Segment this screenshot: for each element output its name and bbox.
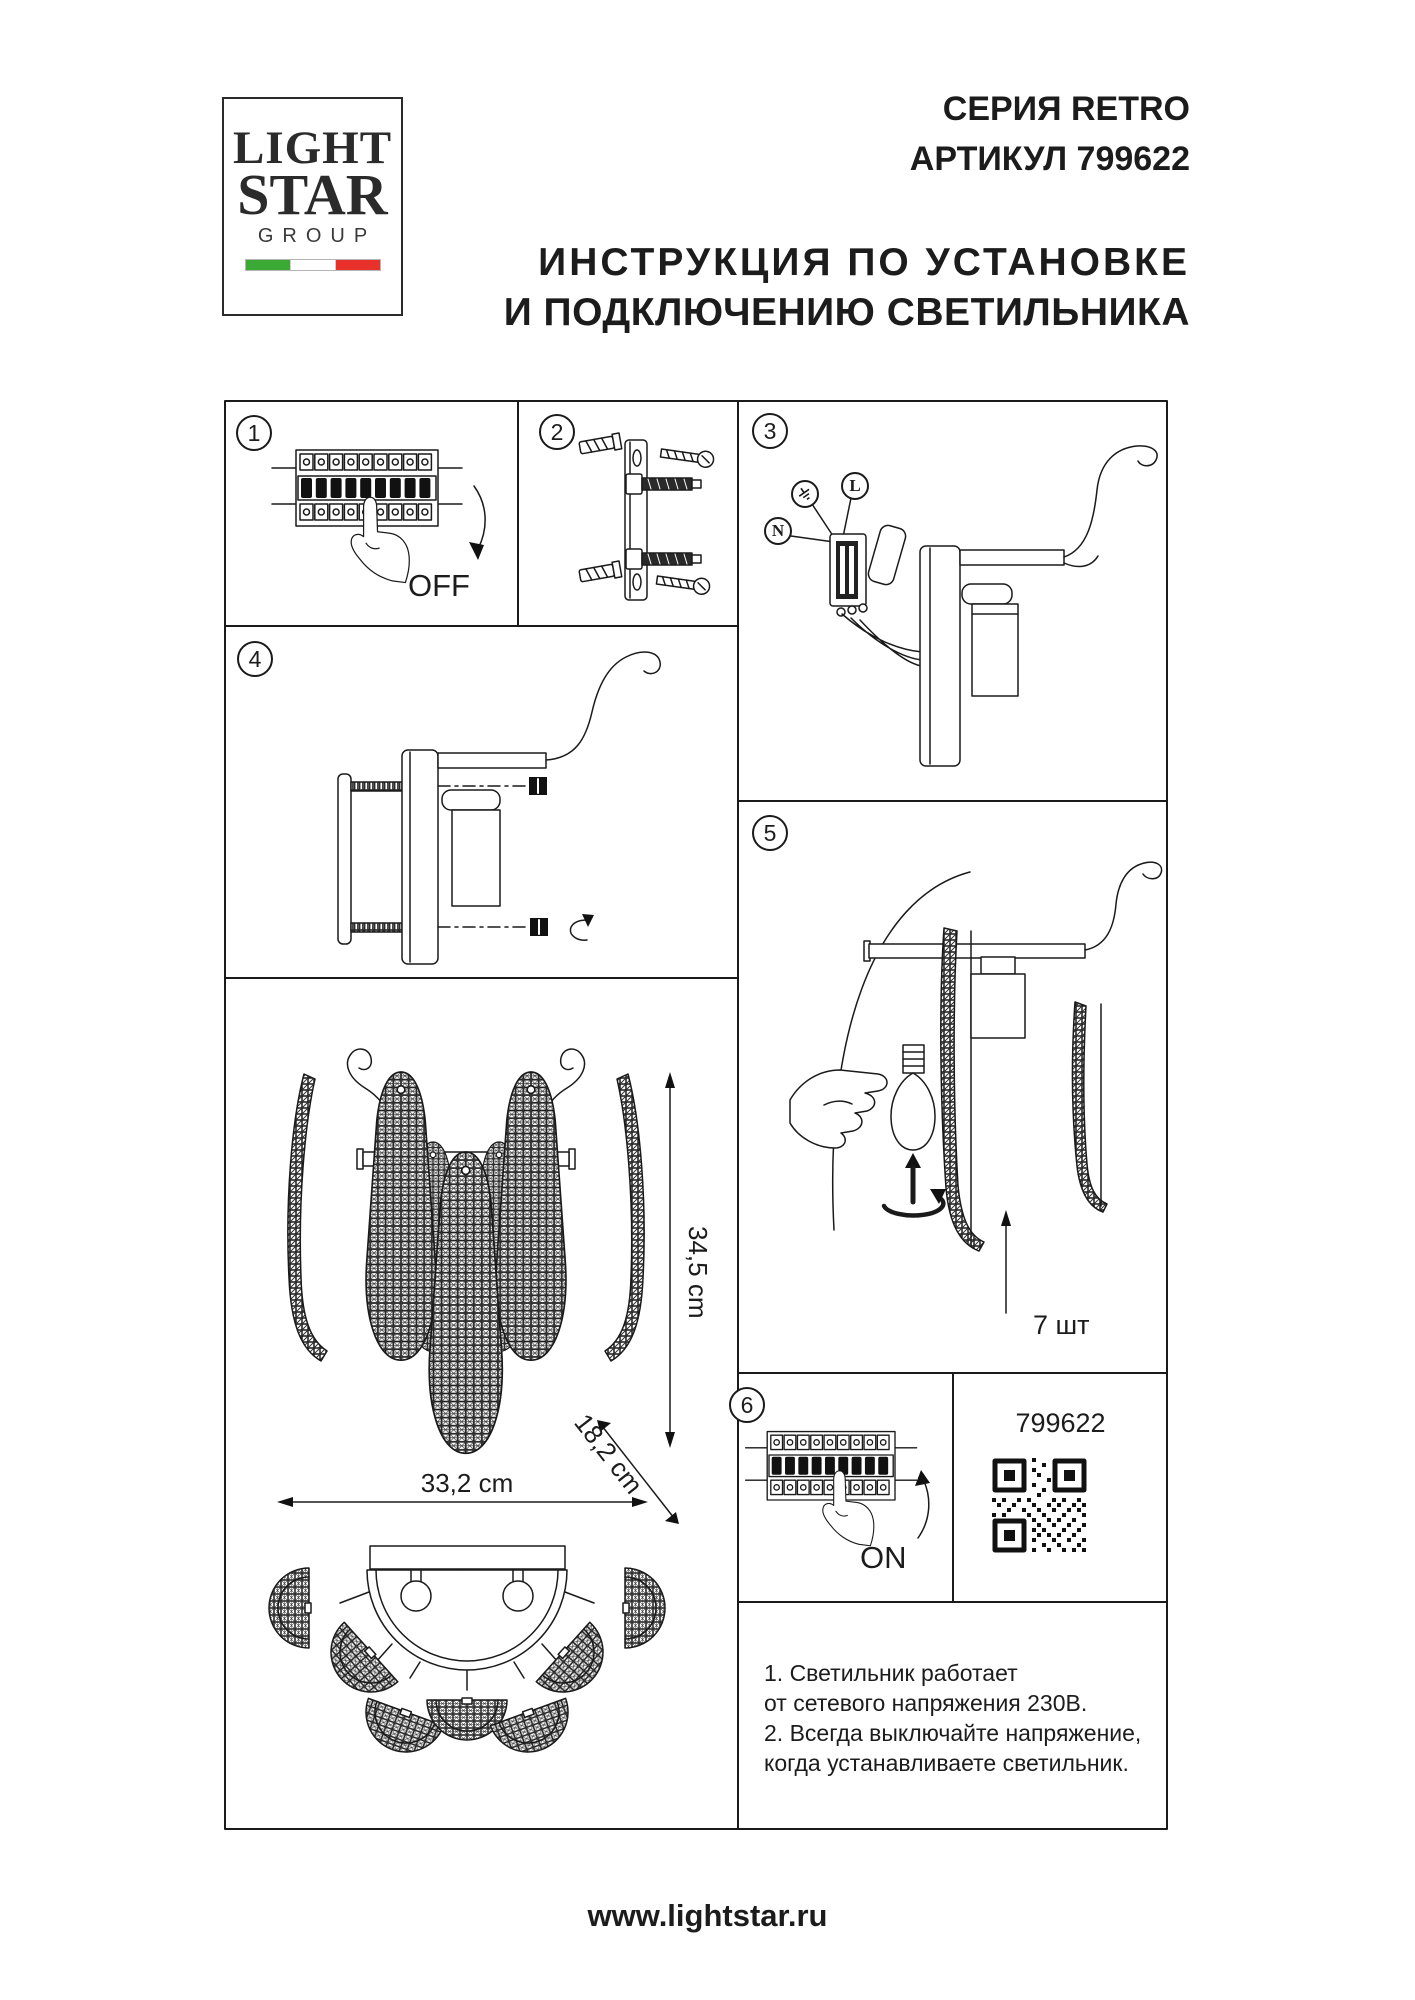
panel-borders: [224, 400, 1168, 1830]
subtitle-line1: ИНСТРУКЦИЯ ПО УСТАНОВКЕ: [538, 241, 1190, 284]
italian-flag-icon: [245, 259, 381, 271]
ground-wire-label: [791, 480, 819, 508]
note-line: 1. Светильник работает: [764, 1660, 1018, 1686]
lightstar-logo: [222, 97, 403, 316]
step-5-number: 5: [752, 815, 788, 851]
step-4-number: 4: [237, 641, 273, 677]
neutral-wire-label: N: [764, 517, 792, 545]
line-wire-label: L: [841, 472, 869, 500]
ground-symbol-icon: [796, 485, 814, 503]
depth-dimension: 18,2 cm: [568, 1408, 649, 1500]
note-line: от сетевого напряжения 230В.: [764, 1690, 1088, 1716]
website-url: www.lightstar.ru: [587, 1898, 828, 1933]
crystal-quantity-label: 7 шт: [1033, 1310, 1090, 1340]
backplate-mounting-illustration: [338, 652, 660, 964]
step-3-number: 3: [752, 413, 788, 449]
safety-notes: [764, 1658, 1141, 1778]
on-label: ON: [860, 1540, 907, 1575]
breaker-off-illustration: [272, 450, 485, 583]
mounting-bracket-illustration: [579, 433, 715, 600]
logo-word-star: STAR: [237, 162, 388, 227]
note-line: когда устанавливаете светильник.: [764, 1750, 1129, 1776]
logo-word-group: GROUP: [257, 225, 377, 247]
off-label: OFF: [408, 568, 470, 603]
step-1-number: 1: [236, 415, 272, 451]
step-6-number: 6: [729, 1387, 765, 1423]
bottom-view-drawing: [269, 1546, 665, 1763]
subtitle-line2: И ПОДКЛЮЧЕНИЮ СВЕТИЛЬНИКА: [503, 291, 1190, 334]
qr-article-number: 799622: [1015, 1408, 1106, 1438]
note-line: 2. Всегда выключайте напряжение,: [764, 1720, 1142, 1746]
height-dimension: 34,5 cm: [683, 1226, 713, 1319]
logo-word-light: LIGHT: [232, 122, 393, 174]
series-title: СЕРИЯ RETRO: [942, 90, 1190, 128]
breaker-on-illustration: [746, 1432, 930, 1546]
qr-code: [992, 1458, 1086, 1552]
article-title: АРТИКУЛ 799622: [909, 140, 1190, 178]
bulb-installation-illustration: [790, 862, 1162, 1313]
instruction-diagrams: [224, 400, 1168, 1830]
step-2-number: 2: [539, 414, 575, 450]
width-dimension: 33,2 cm: [420, 1468, 514, 1498]
